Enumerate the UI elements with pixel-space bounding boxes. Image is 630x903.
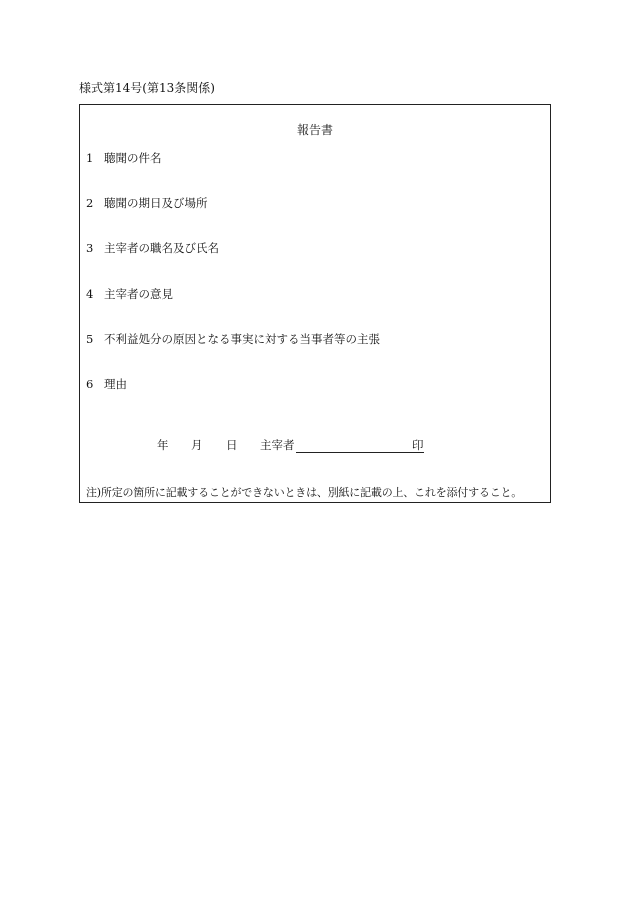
item-label: 主宰者の職名及び氏名 (104, 241, 219, 255)
item-label: 聴聞の期日及び場所 (104, 196, 208, 210)
item-label: 不利益処分の原因となる事実に対する当事者等の主張 (104, 332, 380, 346)
item-number: 5 (86, 332, 94, 346)
item-hearing-date-place (86, 195, 208, 211)
day-label: 日 (226, 438, 238, 452)
item-presider-title-name (86, 240, 219, 256)
item-number: 2 (86, 196, 94, 210)
date-signature-line (80, 437, 550, 455)
item-presider-opinion (86, 286, 173, 302)
month-label: 月 (191, 438, 203, 452)
item-hearing-subject (86, 150, 162, 166)
item-number: 3 (86, 241, 94, 255)
item-number: 6 (86, 377, 94, 391)
item-number: 1 (86, 151, 94, 165)
seal-mark: 印 (412, 438, 424, 452)
presider-label: 主宰者 (260, 438, 295, 452)
item-number: 4 (86, 287, 94, 301)
year-label: 年 (157, 438, 169, 452)
document-title: 報告書 (296, 123, 333, 137)
signature-underline (296, 452, 424, 453)
report-form-box (79, 104, 551, 503)
item-label: 主宰者の意見 (104, 287, 173, 301)
item-label: 聴聞の件名 (104, 151, 162, 165)
item-label: 理由 (104, 377, 127, 391)
item-reason (86, 376, 127, 392)
item-party-assertion (86, 331, 380, 347)
form-number-label: 様式第14号(第13条関係) (79, 81, 215, 95)
footnote: 注)所定の箇所に記載することができないときは、別紙に記載の上、これを添付すること。 (86, 486, 523, 499)
